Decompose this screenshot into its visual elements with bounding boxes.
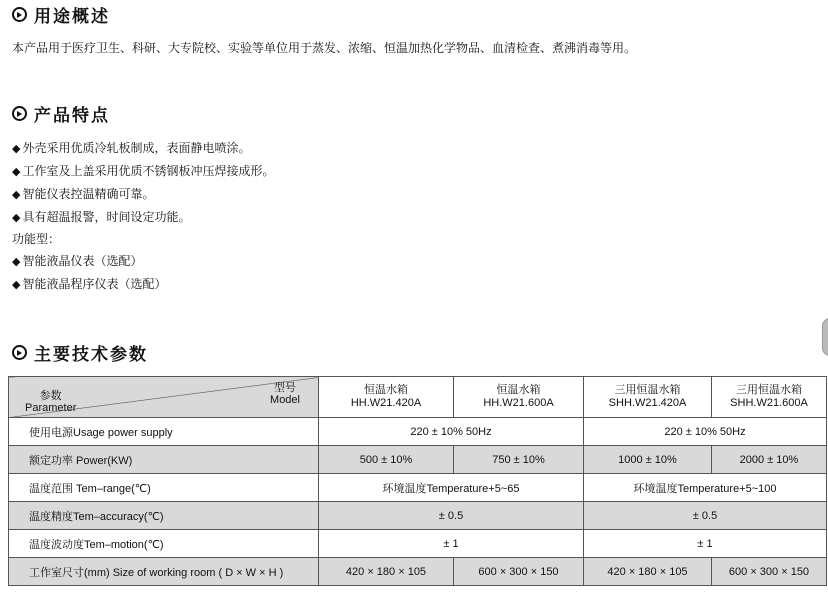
- table-row: [9, 502, 827, 530]
- table-row: [9, 474, 827, 502]
- model-label-en: Model: [270, 394, 300, 406]
- section-title-specs: 主要技术参数: [34, 345, 148, 365]
- circle-play-icon: [12, 7, 27, 22]
- diamond-bullet-icon: ◆: [12, 188, 21, 201]
- param-label-en: Parameter: [25, 402, 77, 414]
- option-item: ◆ 智能液晶程序仪表（选配）: [12, 277, 167, 291]
- table-row: [9, 446, 827, 474]
- usage-description: 本产品用于医疗卫生、科研、大专院校、实验等单位用于蒸发、浓缩、恒温加热化学物品、血清检查、煮沸消毒等用。: [12, 41, 637, 55]
- table-cell: ± 1: [319, 530, 584, 558]
- row-label: 额定功率 Power(KW): [9, 446, 319, 474]
- row-label: 温度波动度Tem–motion(℃): [9, 530, 319, 558]
- table-cell: 220 ± 10% 50Hz: [584, 418, 827, 446]
- feature-item: ◆ 工作室及上盖采用优质不锈钢板冲压焊接成形。: [12, 164, 275, 178]
- diamond-bullet-icon: ◆: [12, 165, 21, 178]
- table-cell: ± 0.5: [319, 502, 584, 530]
- table-row: [9, 418, 827, 446]
- table-cell: 600 × 300 × 150: [454, 558, 584, 586]
- page-edge-tab: [822, 318, 828, 356]
- diamond-bullet-icon: ◆: [12, 255, 21, 268]
- diagonal-header-cell: [9, 377, 319, 418]
- diamond-bullet-icon: ◆: [12, 211, 21, 224]
- feature-item: ◆ 智能仪表控温精确可靠。: [12, 187, 155, 201]
- section-title-usage: 用途概述: [34, 7, 110, 27]
- option-item: ◆ 智能液晶仪表（选配）: [12, 254, 143, 268]
- section-heading-usage: [12, 2, 110, 27]
- param-label-cn: 参数: [39, 390, 62, 402]
- table-cell: 500 ± 10%: [319, 446, 454, 474]
- section-title-features: 产品特点: [34, 106, 110, 126]
- feature-item: ◆ 外壳采用优质冷轧板制成，表面静电喷涂。: [12, 141, 251, 155]
- table-cell: 2000 ± 10%: [712, 446, 827, 474]
- table-header-row: [9, 377, 827, 418]
- model-column-header: 三用恒温水箱 SHH.W21.600A: [712, 377, 827, 418]
- table-row: [9, 558, 827, 586]
- diamond-bullet-icon: ◆: [12, 278, 21, 291]
- table-cell: ± 0.5: [584, 502, 827, 530]
- model-column-header: 恒温水箱 HH.W21.600A: [454, 377, 584, 418]
- model-column-header: 三用恒温水箱 SHH.W21.420A: [584, 377, 712, 418]
- table-row: [9, 530, 827, 558]
- table-cell: 750 ± 10%: [454, 446, 584, 474]
- row-label: 使用电源Usage power supply: [9, 418, 319, 446]
- diamond-bullet-icon: ◆: [12, 142, 21, 155]
- feature-item: ◆ 具有超温报警，时间设定功能。: [12, 210, 191, 224]
- row-label: 温度范围 Tem–range(℃): [9, 474, 319, 502]
- table-cell: 420 × 180 × 105: [319, 558, 454, 586]
- table-cell: 环境温度Temperature+5~100: [584, 474, 827, 502]
- model-label-cn: 型号: [274, 382, 297, 394]
- row-label: 工作室尺寸(mm) Size of working room ( D × W × H ): [9, 558, 319, 586]
- function-label: 功能型：: [12, 232, 61, 246]
- table-cell: 环境温度Temperature+5~65: [319, 474, 584, 502]
- model-column-header: 恒温水箱 HH.W21.420A: [319, 377, 454, 418]
- circle-play-icon: [12, 345, 27, 360]
- table-cell: 420 × 180 × 105: [584, 558, 712, 586]
- spec-table: [8, 376, 827, 586]
- section-heading-specs: [12, 340, 148, 365]
- table-cell: ± 1: [584, 530, 827, 558]
- circle-play-icon: [12, 106, 27, 121]
- section-heading-features: [12, 101, 110, 126]
- row-label: 温度精度Tem–accuracy(℃): [9, 502, 319, 530]
- table-cell: 600 × 300 × 150: [712, 558, 827, 586]
- table-cell: 220 ± 10% 50Hz: [319, 418, 584, 446]
- table-cell: 1000 ± 10%: [584, 446, 712, 474]
